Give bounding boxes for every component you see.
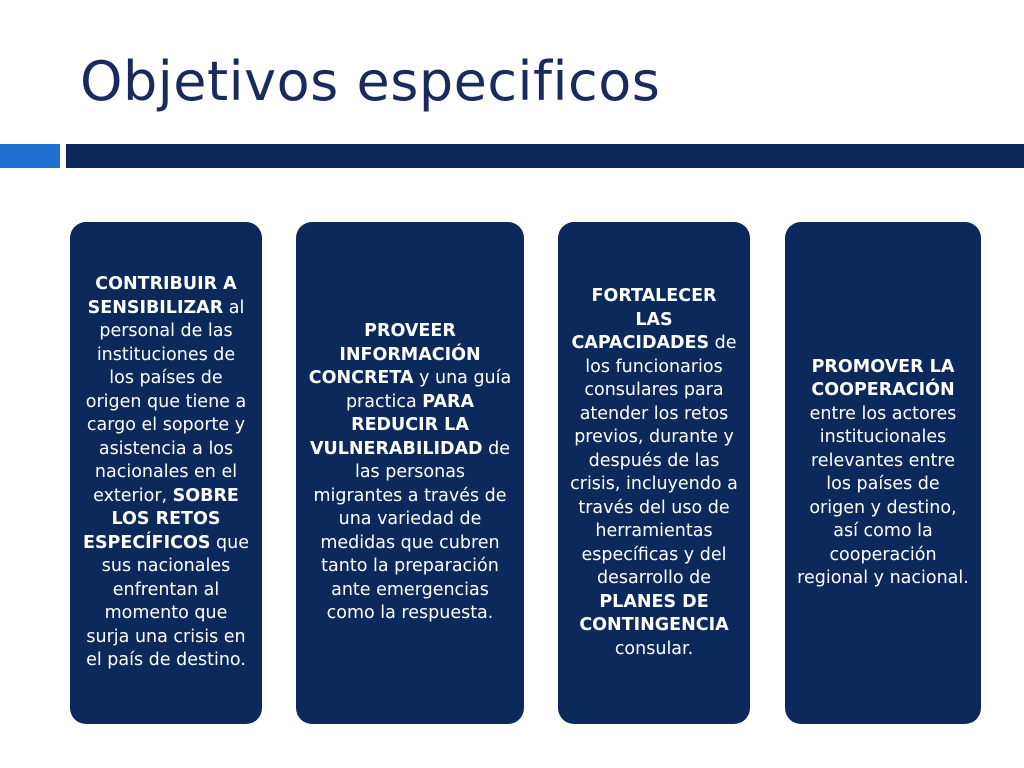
- slide-title: Objetivos especificos: [80, 50, 661, 113]
- objective-card-3-text: [570, 285, 738, 661]
- objective-card-3-text-2: consular.: [614, 638, 694, 659]
- objective-card-2-bold-2: PARA REDUCIR LA VULNERABILIDAD: [309, 391, 483, 459]
- objective-card-1-bold-2: SOBRE LOS RETOS ESPECÍFICOS: [82, 485, 239, 553]
- objective-card-1-text-2: que sus nacionales enfrentan al momento que surja una crisis en el país de destino.: [86, 532, 249, 671]
- objective-card-2-text-1: y una guía practica: [345, 368, 512, 412]
- objective-card-3-text-1: de los funcionarios consulares para atender los retos previos, durante y después de las crisis, incluyendo a través del uso de herramientas específicas y del desarrollo de: [570, 333, 738, 588]
- objective-card-1-text-1: al personal de las instituciones de los países de origen que tiene a cargo el soporte y asistencia a los nacionales en el exterior,: [85, 297, 247, 506]
- objective-card-1-bold-1: CONTRIBUIR A SENSIBILIZAR: [87, 274, 237, 318]
- accent-bar-left: [0, 144, 60, 168]
- objective-card-4-bold-1: PROMOVER LA COOPERACIÓN: [811, 356, 955, 400]
- objective-card-3-bold-1: FORTALECER LAS CAPACIDADES: [571, 286, 717, 353]
- objective-card-3: [558, 222, 750, 724]
- objective-card-2: [296, 222, 524, 724]
- objective-card-3-bold-2: PLANES DE CONTINGENCIA: [579, 591, 729, 635]
- objective-card-1: [70, 222, 262, 724]
- objective-card-4-text-1: entre los actores institucionales relevantes entre los países de origen y destino, así como la cooperación regional y nacional.: [797, 403, 969, 588]
- objective-card-4-text: [797, 356, 969, 591]
- header-divider-bar: [66, 144, 1024, 168]
- objective-card-2-text-2: de las personas migrantes a través de una variedad de medidas que cubren tanto la preparación ante emergencias como la respuesta.: [313, 438, 511, 624]
- objective-card-1-text: [82, 273, 250, 673]
- objective-card-4: [785, 222, 981, 724]
- objective-card-2-bold-1: PROVEER INFORMACIÓN CONCRETA: [308, 321, 481, 389]
- objective-card-2-text: [308, 320, 512, 626]
